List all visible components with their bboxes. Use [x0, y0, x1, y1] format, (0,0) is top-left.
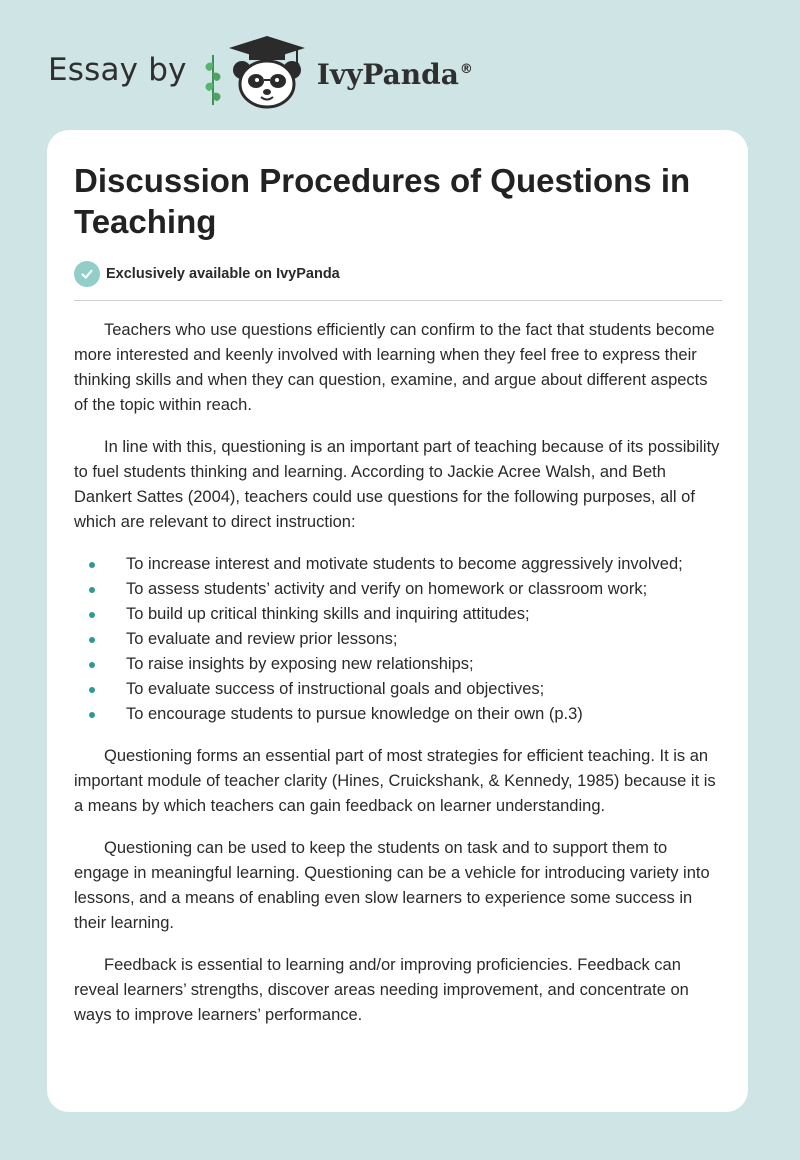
article-body: [74, 318, 722, 1028]
list-item: [74, 552, 722, 577]
paragraph: Feedback is essential to learning and/or improving proficiencies. Feedback can reveal learners’ strengths, discover areas needing improvement, and concentrate on ways to improve learners’ performance.: [74, 956, 689, 1024]
list-item: [74, 577, 722, 602]
bullet-icon: [89, 662, 95, 668]
list-item: [74, 602, 722, 627]
list-item: [74, 677, 722, 702]
check-circle-icon: [74, 261, 100, 287]
exclusive-label: Exclusively available on IvyPanda: [106, 266, 340, 282]
brand-header: [48, 34, 473, 110]
paragraph: Questioning can be used to keep the students on task and to support them to engage in meaningful learning. Questioning can be a vehicle for introducing variety into lessons, and a means of enabling even slow learners to experience some success in their learning.: [74, 839, 710, 932]
check-mark-icon: [80, 267, 94, 281]
essay-by-label: Essay by: [48, 52, 187, 88]
list-item-text: To evaluate success of instructional goals and objectives;: [126, 680, 545, 698]
bullet-icon: [89, 562, 95, 568]
bullet-icon: [89, 587, 95, 593]
list-item-text: To build up critical thinking skills and inquiring attitudes;: [126, 605, 530, 623]
brand-name: [317, 58, 473, 91]
list-item-text: To raise insights by exposing new relationships;: [126, 655, 474, 673]
paragraph: Teachers who use questions efficiently can confirm to the fact that students become more interested and keenly involved with learning when they feel free to express their thinking skills and when they can question, examine, and argue about different aspects of the topic within reach.: [74, 321, 715, 414]
list-item: [74, 702, 722, 727]
panda-graduate-icon: [227, 34, 307, 110]
list-item-text: To assess students’ activity and verify on homework or classroom work;: [126, 580, 648, 598]
brand-name-text: IvyPanda: [316, 57, 459, 91]
list-item-text: To increase interest and motivate students to become aggressively involved;: [126, 555, 683, 573]
page-title: Discussion Procedures of Questions in Teaching: [74, 162, 691, 240]
exclusive-badge: [74, 260, 722, 288]
purpose-list: [74, 552, 722, 727]
bullet-icon: [89, 712, 95, 718]
divider: [74, 300, 722, 301]
list-item-text: To encourage students to pursue knowledge on their own (p.3): [126, 705, 583, 723]
essay-card: [47, 130, 748, 1112]
bullet-icon: [89, 687, 95, 693]
ivy-leaf-icon: [201, 51, 225, 107]
bullet-icon: [89, 637, 95, 643]
list-item: [74, 627, 722, 652]
registered-mark: ®: [459, 62, 473, 78]
list-item: [74, 652, 722, 677]
bullet-icon: [89, 612, 95, 618]
paragraph: Questioning forms an essential part of most strategies for efficient teaching. It is an important module of teacher clarity (Hines, Cruickshank, & Kennedy, 1985) because it is a means by which teachers can gain feedback on learner understanding.: [74, 747, 716, 815]
list-item-text: To evaluate and review prior lessons;: [126, 630, 398, 648]
paragraph: In line with this, questioning is an important part of teaching because of its possibility to fuel students thinking and learning. According to Jackie Acree Walsh, and Beth Dankert Sattes (2004), teachers could use questions for the following purposes, all of which are relevant to direct instruction:: [74, 438, 720, 531]
